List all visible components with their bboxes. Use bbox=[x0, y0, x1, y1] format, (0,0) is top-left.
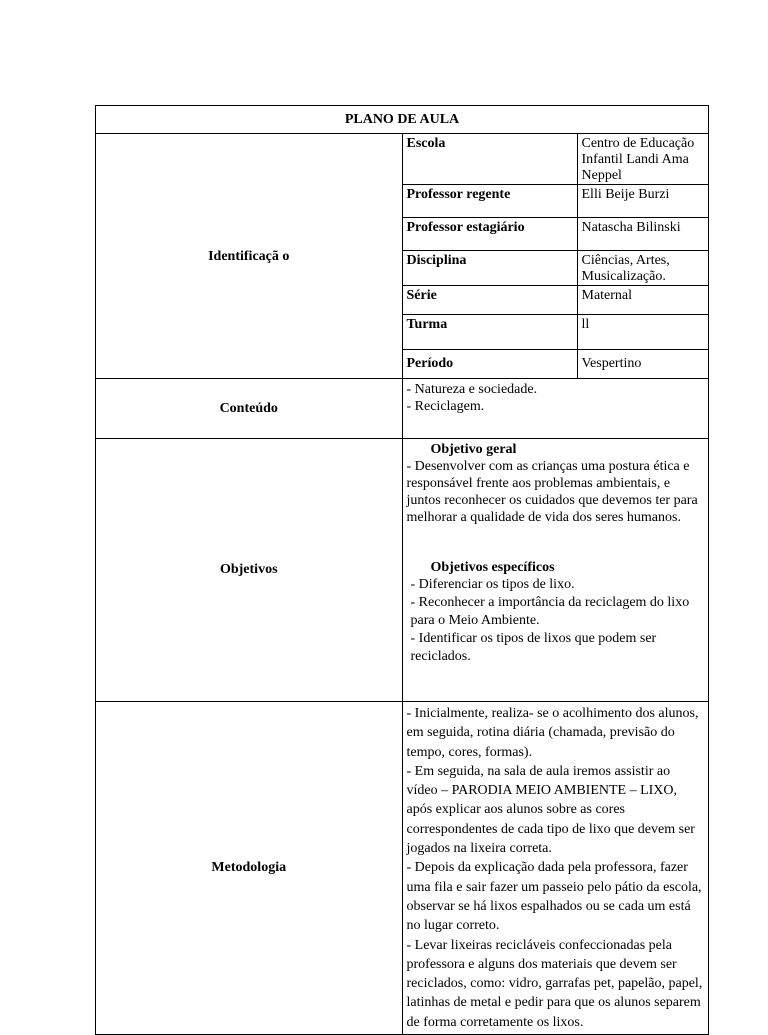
row-turma bbox=[403, 315, 709, 350]
plan-title: PLANO DE AULA bbox=[96, 106, 709, 134]
objetivos-especificos-list bbox=[411, 576, 705, 666]
list-item: - Diferenciar os tipos de lixo. bbox=[410, 577, 575, 592]
value-periodo: Vespertino bbox=[581, 356, 642, 371]
row-escola bbox=[403, 134, 709, 185]
metodologia-paragraph: - Depois da explicação dada pela professora, fazer uma fila e sair fazer um passeio pelo pátio da escola, observar se há lixos espalhados ou se cada um está no lugar correto. bbox=[406, 860, 702, 934]
identificacao-label: Identificaçã o bbox=[208, 248, 290, 264]
key-professor-regente: Professor regente bbox=[403, 185, 578, 218]
key-disciplina: Disciplina bbox=[403, 251, 578, 286]
conteudo-item: - Reciclagem. bbox=[406, 399, 485, 414]
conteudo-cell bbox=[402, 379, 709, 439]
metodologia-paragraph: - Levar lixeiras recicláveis confeccionadas pela professora e alguns dos materiais que devem ser reciclados, como: vidro, garrafas pet, papelão, papel, latinhas de metal e pedir para que os alunos separem de forma corretamente os lixos. bbox=[406, 937, 703, 1030]
value-escola: Centro de Educação Infantil Landi Ama Neppel bbox=[577, 134, 708, 185]
row-professor-estagiario bbox=[403, 218, 709, 251]
metodologia-paragraph: - Em seguida, na sala de aula iremos assistir ao vídeo – PARODIA MEIO AMBIENTE – LIXO, após explicar aos alunos sobre as cores correspondentes de cada tipo de lixo que devem ser jogados na lixeira correta. bbox=[406, 763, 695, 857]
key-escola: Escola bbox=[403, 134, 578, 185]
value-professor-estagiario: Natascha Bilinski bbox=[577, 218, 708, 251]
objetivo-geral-heading: Objetivo geral bbox=[430, 442, 517, 457]
list-item: - Reconhecer a importância da reciclagem do lixo para o Meio Ambiente. bbox=[410, 595, 690, 628]
identificacao-label-cell bbox=[96, 134, 403, 379]
key-turma: Turma bbox=[403, 315, 578, 350]
list-item: - Identificar os tipos de lixos que podem ser reciclados. bbox=[410, 631, 657, 664]
lesson-plan-table bbox=[95, 105, 709, 1035]
objetivos-cell bbox=[402, 439, 709, 702]
value-disciplina: Ciências, Artes, Musicalização. bbox=[577, 251, 708, 286]
objetivos-especificos-heading: Objetivos específicos bbox=[430, 560, 555, 575]
identificacao-table bbox=[403, 134, 709, 378]
objetivos-label: Objetivos bbox=[96, 439, 403, 702]
metodologia-paragraph: - Inicialmente, realiza- se o acolhimento dos alunos, em seguida, rotina diária (chamada, previsão do tempo, cores, formas). bbox=[406, 706, 699, 760]
objetivo-geral-text: - Desenvolver com as crianças uma postura ética e responsável frente aos problemas ambientais, e juntos reconhecer os cuidados que devemos ter para melhorar a qualidade de vida dos seres humanos. bbox=[406, 459, 698, 525]
value-turma: ll bbox=[577, 315, 708, 350]
key-professor-estagiario: Professor estagiário bbox=[403, 218, 578, 251]
row-periodo bbox=[403, 350, 709, 379]
row-professor-regente bbox=[403, 185, 709, 218]
value-serie: Maternal bbox=[577, 286, 708, 315]
key-periodo: Período bbox=[403, 350, 578, 379]
row-serie bbox=[403, 286, 709, 315]
value-professor-regente: Elli Beije Burzi bbox=[577, 185, 708, 218]
key-serie: Série bbox=[403, 286, 578, 315]
identificacao-cell bbox=[402, 134, 709, 379]
conteudo-label: Conteúdo bbox=[96, 379, 403, 439]
metodologia-label: Metodologia bbox=[96, 702, 403, 1035]
row-disciplina bbox=[403, 251, 709, 286]
conteudo-item: - Natureza e sociedade. bbox=[406, 382, 538, 397]
metodologia-cell bbox=[402, 702, 709, 1035]
